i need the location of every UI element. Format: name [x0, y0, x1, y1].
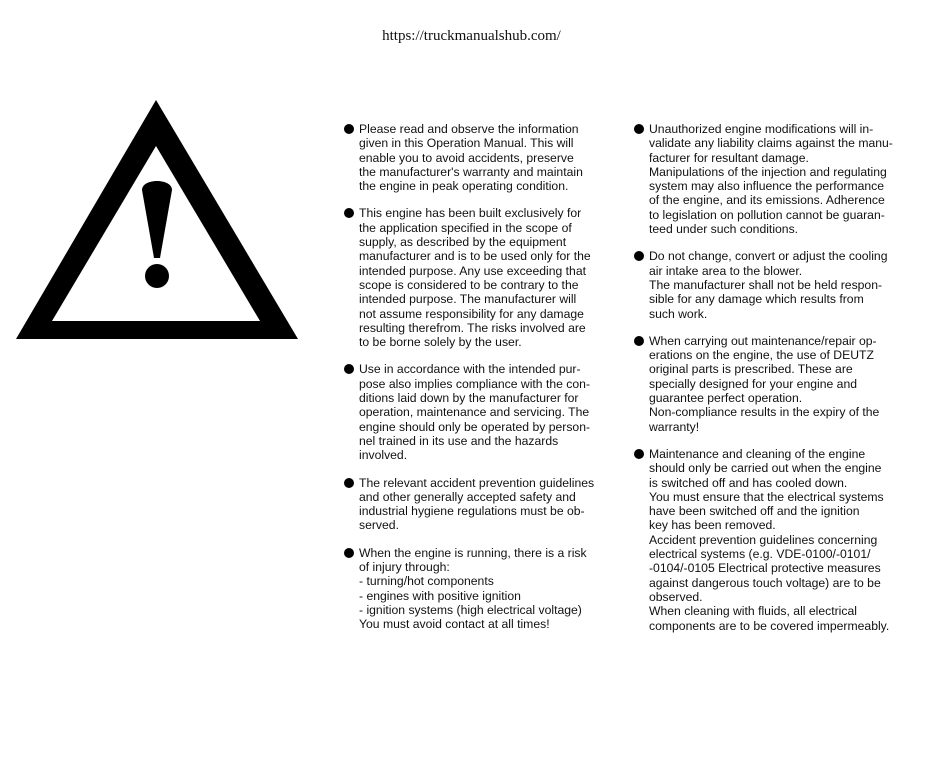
bullet-icon: [634, 336, 644, 346]
safety-item-6: Unauthorized engine modifications will in- validate any liability claims against the manu- facturer for resultant damage. Manipulations of the injection and regulating system may also influence the performance of the engine, and its emissions. Adherence to legislation on pollution cannot be guaran- teed under such conditions.: [634, 122, 896, 236]
bullet-icon: [344, 548, 354, 558]
safety-item-3: Use in accordance with the intended pur- pose also implies compliance with the con- ditions laid down by the manufacturer for operation, maintenance and servicing. The engine should only be operated by person- nel trained in its use and the hazards involved.: [344, 362, 602, 462]
safety-item-7: Do not change, convert or adjust the cooling air intake area to the blower. The manufacturer shall not be held respon- sible for any damage which results from such work.: [634, 249, 896, 320]
safety-item-4: The relevant accident prevention guidelines and other generally accepted safety and industrial hygiene regulations must be ob- served.: [344, 476, 602, 533]
safety-item-9: Maintenance and cleaning of the engine should only be carried out when the engine is switched off and has cooled down. You must ensure that the electrical systems have been switched off and the ignition key has been removed. Accident prevention guidelines concerning electrical systems (e.g. VDE-0100/-0101/ -0104/-0105 Electrical protective measures against dangerous touch voltage) are to be observed. When cleaning with fluids, all electrical components are to be covered impermeably.: [634, 447, 896, 633]
safety-item-2: This engine has been built exclusively for the application specified in the scope of supply, as described by the equipment manufacturer and is to be used only for the intended purpose. Any use exceeding that scope is considered to be contrary to the intended purpose. The manufacturer will not assume responsibility for any damage resulting therefrom. The risks involved are to be borne solely by the user.: [344, 206, 602, 349]
safety-item-1: Please read and observe the information given in this Operation Manual. This will enable you to avoid accidents, preserve the manufacturer's warranty and maintain the engine in peak operating condition.: [344, 122, 602, 193]
safety-item-5: When the engine is running, there is a risk of injury through: - turning/hot components - engines with positive ignition - ignition systems (high electrical voltage) You must avoid contact at all times!: [344, 546, 602, 632]
warning-triangle-icon: [14, 98, 300, 341]
bullet-icon: [344, 478, 354, 488]
source-url: https://truckmanualshub.com/: [382, 28, 561, 44]
right-column: [634, 122, 896, 646]
bullet-icon: [344, 208, 354, 218]
safety-item-8: When carrying out maintenance/repair op- erations on the engine, the use of DEUTZ original parts is prescribed. These are specially designed for your engine and guarantee perfect operation. Non-compliance results in the expiry of the warranty!: [634, 334, 896, 434]
bullet-icon: [344, 124, 354, 134]
bullet-icon: [634, 251, 644, 261]
bullet-icon: [344, 364, 354, 374]
bullet-icon: [634, 124, 644, 134]
left-column: [344, 122, 602, 645]
bullet-icon: [634, 449, 644, 459]
